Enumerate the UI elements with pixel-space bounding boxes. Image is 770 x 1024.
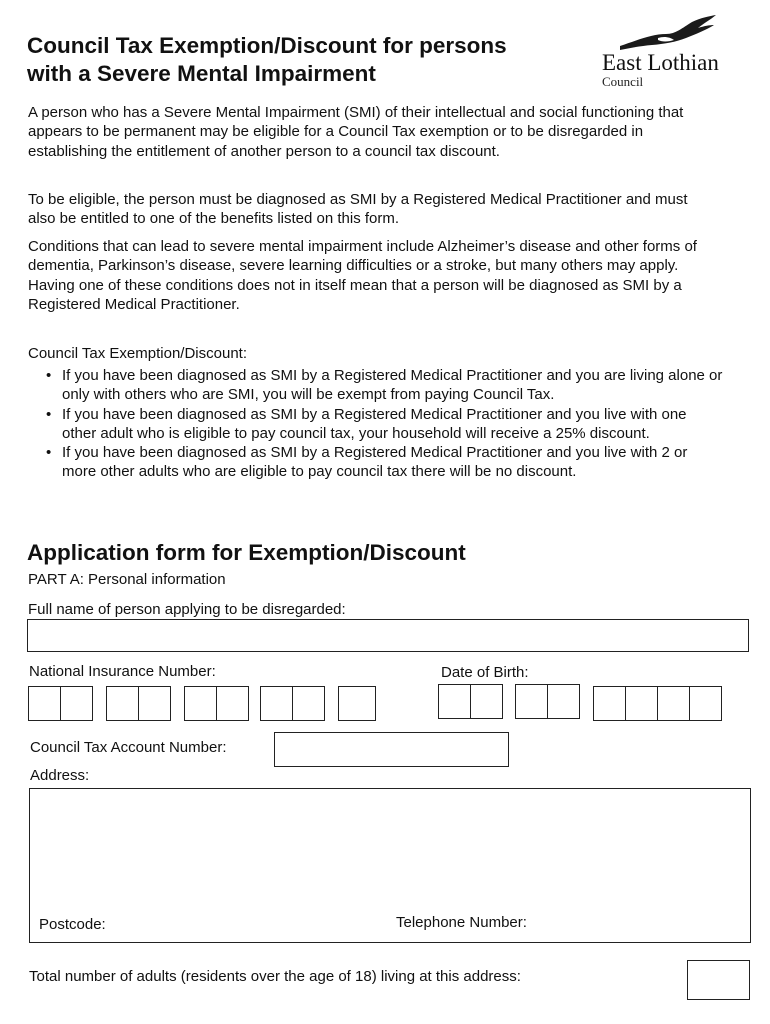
intro-paragraph-1: A person who has a Severe Mental Impairment (SMI) of their intellectual and social functioning that appears to be permanent may be eligible for a Council Tax exemption or to be disregarded in establishing the entitlement of another person to a council tax discount.	[28, 104, 684, 160]
intro-paragraph-2: To be eligible, the person must be diagnosed as SMI by a Registered Medical Practitioner and must also be entitled to one of the benefits listed on this form.	[28, 191, 688, 228]
logo-subtitle: Council	[602, 74, 644, 89]
dob-day[interactable]	[438, 684, 502, 719]
telephone-label: Telephone Number:	[396, 914, 527, 931]
ni-number-pair-1[interactable]	[28, 686, 92, 721]
dob-cell[interactable]	[657, 686, 690, 721]
eagle-icon	[618, 14, 718, 54]
dob-cell[interactable]	[593, 686, 626, 721]
ni-number-suffix[interactable]	[338, 686, 375, 721]
title-line-2: with a Severe Mental Impairment	[27, 61, 376, 86]
bullet-exempt: • If you have been diagnosed as SMI by a Registered Medical Practitioner and you are living alone or only with others who are SMI, you will be exempt from paying Council Tax.	[44, 366, 724, 405]
address-input[interactable]	[29, 788, 751, 943]
dob-cell[interactable]	[547, 684, 580, 719]
dob-label: Date of Birth:	[441, 664, 529, 681]
ni-cell[interactable]	[338, 686, 376, 721]
dob-month[interactable]	[515, 684, 579, 719]
adults-count-input[interactable]	[687, 960, 750, 1000]
ni-number-label: National Insurance Number:	[29, 663, 216, 680]
ni-cell[interactable]	[184, 686, 217, 721]
dob-cell[interactable]	[689, 686, 722, 721]
address-label: Address:	[30, 767, 90, 784]
exemption-heading: Council Tax Exemption/Discount:	[28, 345, 247, 362]
council-logo	[598, 14, 758, 90]
title-line-1: Council Tax Exemption/Discount for persons	[27, 33, 507, 58]
ni-cell[interactable]	[216, 686, 249, 721]
postcode-label: Postcode:	[39, 916, 106, 933]
dob-cell[interactable]	[470, 684, 503, 719]
bullet-25-discount: • If you have been diagnosed as SMI by a Registered Medical Practitioner and you live with one other adult who is eligible to pay council tax, your household will receive a 25% discount.	[44, 405, 724, 444]
ni-number-pair-4[interactable]	[260, 686, 324, 721]
form-heading: Application form for Exemption/Discount	[27, 540, 466, 565]
ni-cell[interactable]	[28, 686, 61, 721]
ct-account-input[interactable]	[274, 732, 509, 767]
intro-paragraph-3: Conditions that can lead to severe mental impairment include Alzheimer’s disease and other forms of dementia, Parkinson’s disease, severe learning difficulties or a stroke, but many others may apply. Having one of these conditions does not in itself mean that a person will be diagnosed as SMI by a Registered Medical Practitioner.	[28, 238, 697, 313]
full-name-input[interactable]	[27, 619, 749, 652]
ni-cell[interactable]	[106, 686, 139, 721]
dob-cell[interactable]	[625, 686, 658, 721]
bullet-no-discount: • If you have been diagnosed as SMI by a Registered Medical Practitioner and you live with 2 or more other adults who are eligible to pay council tax there will be no discount.	[44, 443, 724, 482]
logo-name: East Lothian	[602, 50, 719, 75]
ni-cell[interactable]	[292, 686, 325, 721]
ni-cell[interactable]	[138, 686, 171, 721]
exemption-bullet-list	[44, 366, 724, 482]
full-name-label: Full name of person applying to be disregarded:	[28, 601, 346, 618]
dob-cell[interactable]	[438, 684, 471, 719]
dob-cell[interactable]	[515, 684, 548, 719]
ni-number-pair-3[interactable]	[184, 686, 248, 721]
ni-number-pair-2[interactable]	[106, 686, 170, 721]
ni-cell[interactable]	[60, 686, 93, 721]
part-a-heading: PART A: Personal information	[28, 571, 226, 588]
dob-year[interactable]	[593, 686, 721, 721]
ct-account-label: Council Tax Account Number:	[30, 739, 227, 756]
page-title	[27, 32, 597, 88]
ni-cell[interactable]	[260, 686, 293, 721]
adults-count-label: Total number of adults (residents over the age of 18) living at this address:	[29, 968, 521, 985]
